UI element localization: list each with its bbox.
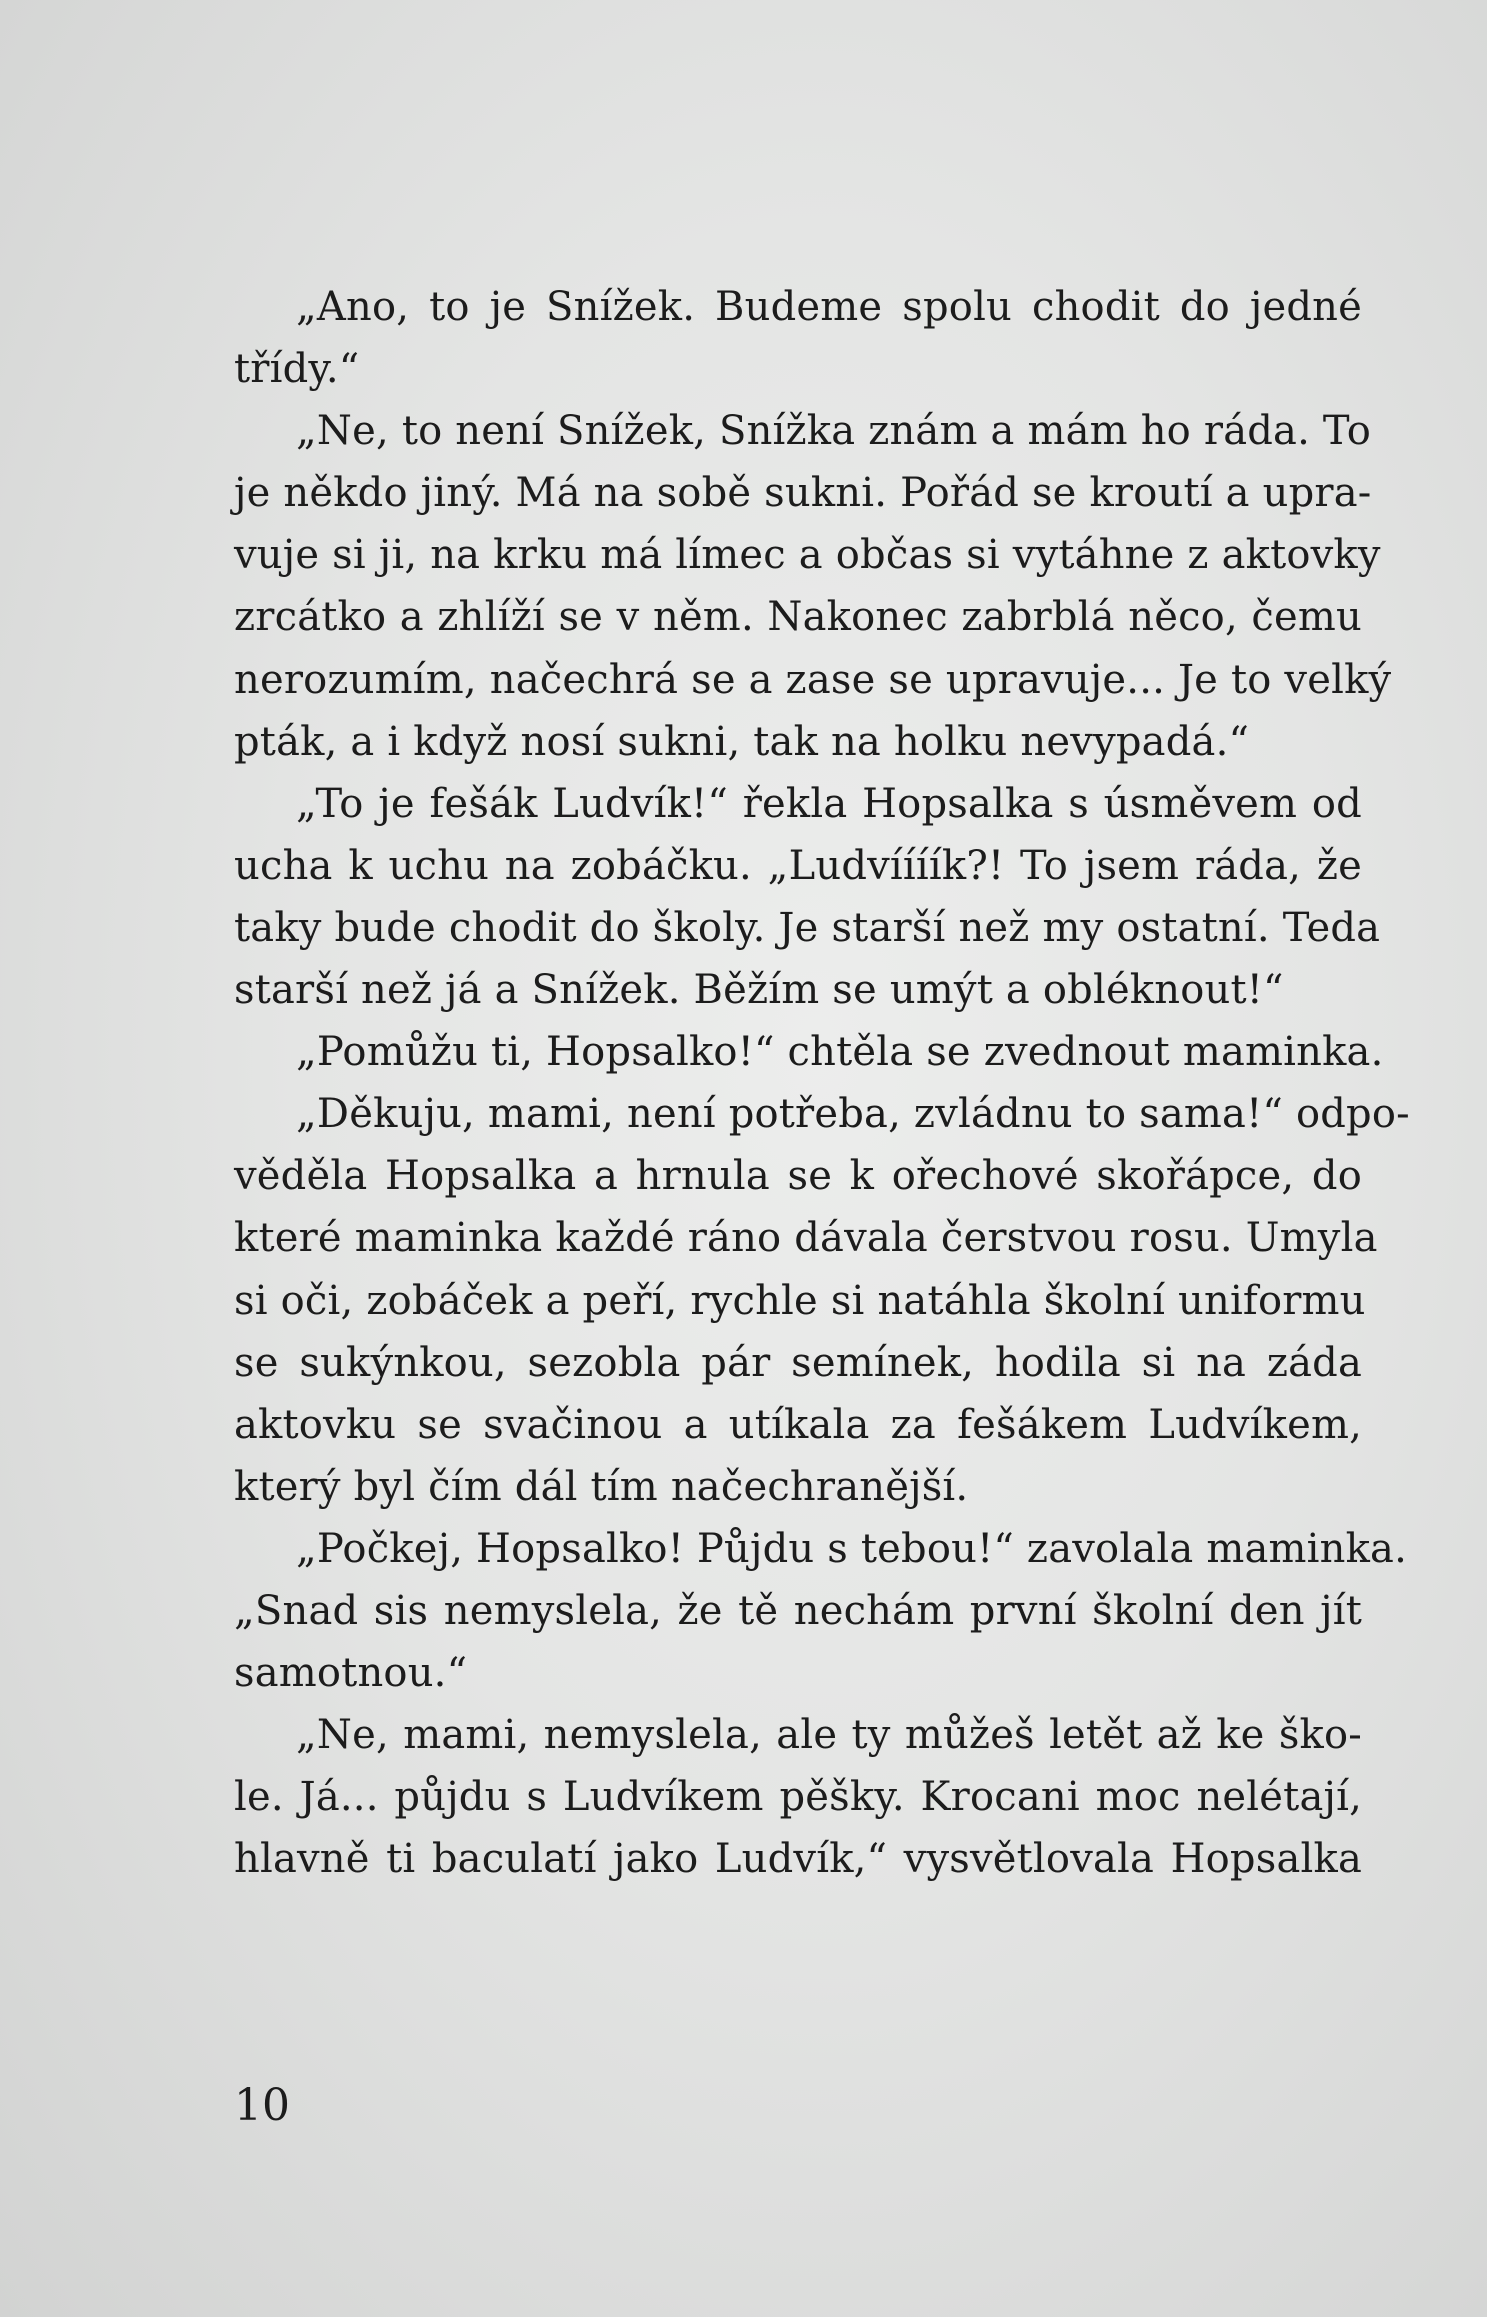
paragraph	[234, 1083, 1410, 1518]
text-line: aktovku se svačinou a utíkala za fešákem Ludvíkem,	[234, 1401, 1362, 1448]
body-text	[234, 276, 1410, 1890]
paragraph	[234, 1021, 1384, 1083]
text-line: „Snad sis nemyslela, že tě nechám první školní den jít	[234, 1587, 1362, 1634]
text-line: hlavně ti baculatí jako Ludvík,“ vysvětlovala Hopsalka	[234, 1836, 1362, 1883]
text-line: které maminka každé ráno dávala čerstvou rosu. Umyla	[234, 1215, 1378, 1262]
text-line: pták, a i když nosí sukni, tak na holku nevypadá.“	[234, 718, 1250, 765]
text-line: ucha k uchu na zobáčku. „Ludvíííík?! To jsem ráda, že	[234, 842, 1362, 889]
text-line: taky bude chodit do školy. Je starší než my ostatní. Teda	[234, 904, 1381, 951]
text-line: le. Já... půjdu s Ludvíkem pěšky. Krocani moc nelétají,	[234, 1774, 1362, 1821]
text-line: třídy.“	[234, 346, 360, 393]
text-line: „Děkuju, mami, není potřeba, zvládnu to sama!“ odpo-	[296, 1091, 1410, 1138]
text-line: si oči, zobáček a peří, rychle si natáhla školní uniformu	[234, 1277, 1366, 1324]
text-line: je někdo jiný. Má na sobě sukni. Pořád se kroutí a upra-	[234, 470, 1372, 517]
text-line: zrcátko a zhlíží se v něm. Nakonec zabrblá něco, čemu	[234, 594, 1362, 641]
paragraph	[234, 1518, 1407, 1704]
paragraph	[234, 400, 1392, 773]
paragraph	[234, 773, 1381, 1021]
text-line: „Ne, to není Snížek, Snížka znám a mám ho ráda. To	[296, 408, 1371, 455]
text-line: se sukýnkou, sezobla pár semínek, hodila si na záda	[234, 1339, 1362, 1386]
text-line: nerozumím, načechrá se a zase se upravuje... Je to velký	[234, 656, 1392, 703]
text-line: „Pomůžu ti, Hopsalko!“ chtěla se zvednout maminka.	[296, 1029, 1384, 1076]
text-line: „To je fešák Ludvík!“ řekla Hopsalka s úsměvem od	[296, 780, 1362, 827]
page-number: 10	[234, 2080, 290, 2131]
text-line: samotnou.“	[234, 1650, 468, 1697]
text-line: věděla Hopsalka a hrnula se k ořechové skořápce, do	[234, 1153, 1362, 1200]
text-line: „Ne, mami, nemyslela, ale ty můžeš letět až ke ško-	[296, 1712, 1362, 1759]
paragraph	[234, 276, 1362, 400]
text-line: který byl čím dál tím načechranější.	[234, 1463, 969, 1510]
text-line: „Počkej, Hopsalko! Půjdu s tebou!“ zavolala maminka.	[296, 1525, 1407, 1572]
text-line: „Ano, to je Snížek. Budeme spolu chodit do jedné	[296, 284, 1362, 330]
text-line: vuje si ji, na krku má límec a občas si vytáhne z aktovky	[234, 532, 1381, 579]
paragraph	[234, 1704, 1362, 1890]
text-line: starší než já a Snížek. Běžím se umýt a obléknout!“	[234, 967, 1284, 1014]
